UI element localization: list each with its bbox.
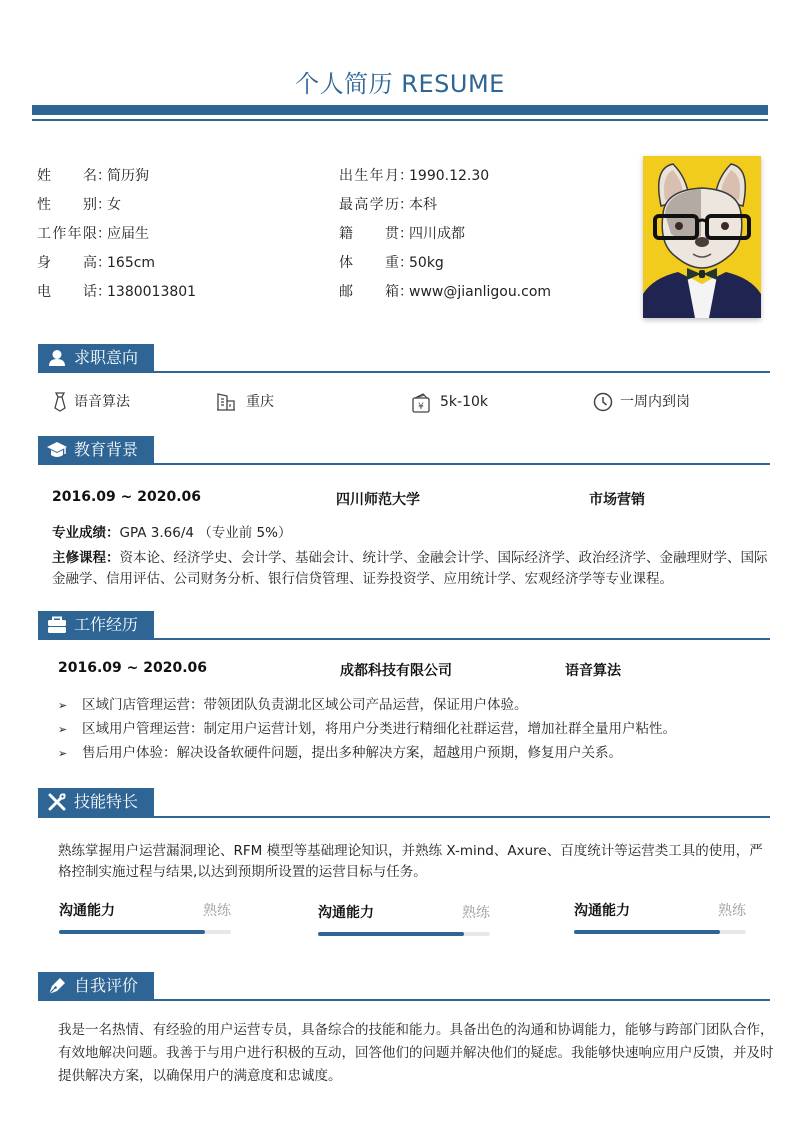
section-header-self-eval (38, 972, 154, 1000)
section-title: 自我评价 (74, 976, 139, 995)
avatar-photo (643, 156, 761, 318)
intent-salary: ¥ 5k-10k (411, 391, 531, 413)
info-hometown: 籍贯：四川成都 (339, 226, 465, 242)
work-period: 2016.09 ~ 2020.06 (58, 660, 208, 676)
section-header-intent (38, 344, 154, 372)
arrow-bullet-icon: ➢ (58, 747, 68, 760)
info-work-years: 工作年限：应届生 (37, 226, 149, 242)
section-divider (38, 816, 770, 818)
info-name: 姓名：简历狗 (37, 168, 149, 184)
skill-progress-bar (59, 930, 231, 934)
skill-progress-bar (574, 930, 746, 934)
info-gender: 性别：女 (37, 197, 121, 213)
self-eval-text: 我是一名热情、有经验的用户运营专员，具备综合的技能和能力。具备出色的沟通和协调能力，能够与跨部门团队合作，有效地解决问题。我善于与用户进行积极的互动，回答他们的问题并解决他们的疑虑。我能够快速响应用户反馈，并及时提供解决方案，以确保用户的满意度和忠诚度。 (58, 1022, 774, 1084)
wrench-screwdriver-icon (47, 793, 67, 811)
work-position: 语音算法 (565, 663, 621, 679)
info-email: 邮箱：www@jianligou.com (339, 284, 552, 300)
header-divider-thin (32, 119, 768, 121)
skill-item: 沟通能力 熟练 (59, 900, 231, 940)
skills-description: 熟练掌握用户运营漏洞理论、RFM 模型等基础理论知识，并熟练 X-mind、Axure、百度统计等运营类工具的使用，严格控制实施过程与结果,以达到预期所设置的运营目标与任务。 (58, 843, 763, 880)
work-company: 成都科技有限公司 (340, 663, 452, 679)
svg-text:¥: ¥ (418, 402, 424, 412)
work-bullet: ➢ 区域门店管理运营：带领团队负责湖北区域公司产品运营，保证用户体验。 (58, 695, 528, 715)
skill-item: 沟通能力 熟练 (318, 902, 490, 942)
section-title: 技能特长 (74, 792, 139, 811)
info-height: 身高：165cm (37, 255, 156, 271)
skill-progress-bar (318, 932, 490, 936)
page-title: 个人简历 RESUME (295, 70, 505, 98)
section-divider (38, 463, 770, 465)
dog-portrait-illustration (643, 156, 761, 318)
work-bullet: ➢ 区域用户管理运营：制定用户运营计划，将用户分类进行精细化社群运营，增加社群全量用户粘性。 (58, 719, 676, 739)
section-header-work (38, 611, 154, 639)
section-divider (38, 638, 770, 640)
section-header-skills (38, 788, 154, 816)
wallet-yen-icon (411, 392, 431, 414)
work-bullet: ➢ 售后用户体验：解决设备软硬件问题，提出多种解决方案，超越用户预期，修复用户关系。 (58, 743, 622, 763)
section-header-education (38, 436, 154, 464)
skill-progress-fill (59, 930, 205, 934)
building-icon (216, 392, 236, 412)
section-divider (38, 371, 770, 373)
section-divider (38, 999, 770, 1001)
intent-city: 重庆 (216, 391, 336, 413)
intent-position: 语音算法 (52, 391, 192, 413)
education-courses: 主修课程：资本论、经济学史、会计学、基础会计、统计学、金融会计学、国际经济学、政治经济学、金融理财学、国际金融学、信用评估、公司财务分析、银行信贷管理、证券投资学、应用统计学、宏观经济学等专业课程。 (52, 550, 768, 587)
intent-availability: 一周内到岗 (593, 391, 723, 413)
info-birth: 出生年月：1990.12.30 (339, 168, 490, 184)
arrow-bullet-icon: ➢ (58, 723, 68, 736)
skill-progress-fill (574, 930, 720, 934)
user-icon (47, 349, 67, 367)
skill-item: 沟通能力 熟练 (574, 900, 746, 940)
education-school: 四川师范大学 (336, 492, 420, 508)
info-degree: 最高学历：本科 (339, 197, 437, 213)
info-phone: 电话：1380013801 (37, 284, 197, 300)
info-weight: 体重：50kg (339, 255, 444, 271)
section-title: 求职意向 (74, 348, 139, 367)
header-divider-thick (32, 105, 768, 115)
education-major: 市场营销 (589, 492, 645, 508)
briefcase-icon (47, 616, 67, 634)
section-title: 工作经历 (74, 615, 139, 634)
pen-icon (47, 977, 67, 995)
skill-progress-fill (318, 932, 464, 936)
tie-icon (52, 392, 68, 412)
clock-icon (593, 392, 613, 412)
education-period: 2016.09 ~ 2020.06 (52, 489, 202, 505)
section-title: 教育背景 (74, 440, 139, 459)
graduation-cap-icon (47, 441, 67, 459)
education-score: 专业成绩：GPA 3.66/4 （专业前 5%） (52, 525, 292, 541)
arrow-bullet-icon: ➢ (58, 699, 68, 712)
